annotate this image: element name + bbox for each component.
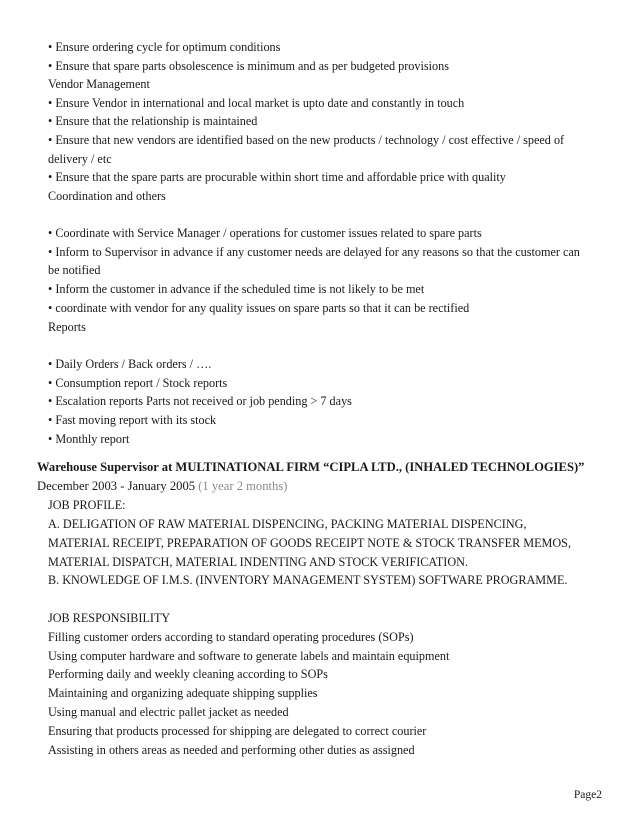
job-dates <box>37 479 287 494</box>
section-label: Reports <box>48 320 86 334</box>
responsibility-item: Using computer hardware and software to generate labels and maintain equipment <box>48 649 450 663</box>
bullet-continuation: delivery / etc <box>48 152 112 166</box>
responsibility-item: Ensuring that products processed for shipping are delegated to correct courier <box>48 724 427 738</box>
job-date-range: December 2003 - January 2005 <box>37 479 196 493</box>
responsibility-item: Performing daily and weekly cleaning according to SOPs <box>48 667 328 681</box>
section-label: Vendor Management <box>48 77 150 91</box>
job-profile-line: MATERIAL RECEIPT, PREPARATION OF GOODS RECEIPT NOTE & STOCK TRANSFER MEMOS, <box>48 536 571 550</box>
bullet-item: • Ensure that new vendors are identified based on the new products / technology / cost effective / speed of <box>48 133 565 147</box>
bullet-item: • Escalation reports Parts not received or job pending > 7 days <box>48 394 352 408</box>
job-profile-line: A. DELIGATION OF RAW MATERIAL DISPENCING, PACKING MATERIAL DISPENCING, <box>48 517 527 531</box>
bullet-continuation: be notified <box>48 263 101 277</box>
job-profile-line: MATERIAL DISPATCH, MATERIAL INDENTING AND STOCK VERIFICATION. <box>48 555 469 569</box>
job-title: Warehouse Supervisor at MULTINATIONAL FIRM “CIPLA LTD., (INHALED TECHNOLOGIES)” <box>37 460 585 474</box>
job-responsibility-heading: JOB RESPONSIBILITY <box>48 611 171 625</box>
bullet-item: • Ensure ordering cycle for optimum conditions <box>48 40 281 54</box>
bullet-item: • Ensure Vendor in international and local market is upto date and constantly in touch <box>48 96 465 110</box>
bullet-item: • Monthly report <box>48 432 130 446</box>
responsibility-item: Assisting in others areas as needed and performing other duties as assigned <box>48 743 415 757</box>
job-profile-line: B. KNOWLEDGE OF I.M.S. (INVENTORY MANAGEMENT SYSTEM) SOFTWARE PROGRAMME. <box>48 573 568 587</box>
page-number: Page2 <box>573 789 602 801</box>
bullet-item: • Daily Orders / Back orders / …. <box>48 357 212 371</box>
bullet-item: • Inform the customer in advance if the scheduled time is not likely to be met <box>48 282 425 296</box>
job-duration: (1 year 2 months) <box>198 479 288 493</box>
responsibility-item: Maintaining and organizing adequate shipping supplies <box>48 686 318 700</box>
responsibility-item: Filling customer orders according to standard operating procedures (SOPs) <box>48 630 414 644</box>
bullet-item: • coordinate with vendor for any quality issues on spare parts so that it can be rectified <box>48 301 470 315</box>
bullet-item: • Inform to Supervisor in advance if any customer needs are delayed for any reasons so that the customer can <box>48 245 580 259</box>
bullet-item: • Ensure that spare parts obsolescence is minimum and as per budgeted provisions <box>48 59 449 73</box>
bullet-item: • Consumption report / Stock reports <box>48 376 228 390</box>
bullet-item: • Fast moving report with its stock <box>48 413 217 427</box>
job-profile-heading: JOB PROFILE: <box>48 498 126 512</box>
bullet-item: • Ensure that the spare parts are procurable within short time and affordable price with quality <box>48 170 506 184</box>
section-label: Coordination and others <box>48 189 166 203</box>
responsibility-item: Using manual and electric pallet jacket as needed <box>48 705 289 719</box>
bullet-item: • Coordinate with Service Manager / operations for customer issues related to spare parts <box>48 226 482 240</box>
bullet-item: • Ensure that the relationship is maintained <box>48 114 258 128</box>
